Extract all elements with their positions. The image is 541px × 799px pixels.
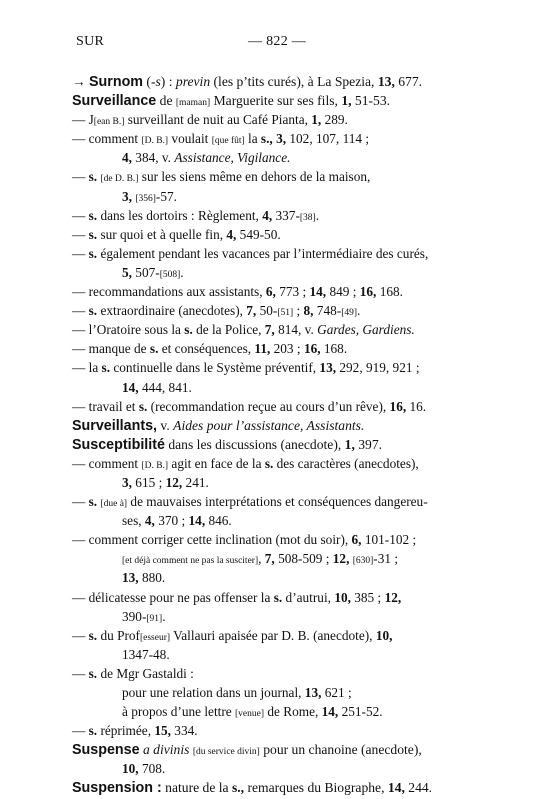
index-subentry-line [72,320,468,339]
text-run: s. [88,207,98,223]
text-run: . [180,264,184,280]
text-run: Marguerite sur ses fils, [210,93,342,109]
text-run: previn [175,74,211,89]
text-run: 677. [394,74,423,89]
text-run: extraordinaire (anecdotes), [97,303,247,319]
text-run: — [72,494,89,510]
index-subentry-line [72,683,468,702]
text-run: 244. [404,780,433,796]
text-run: 168. [376,284,403,300]
index-subentry-line [72,664,468,683]
text-run: pour une relation dans un journal, [122,685,305,700]
index-subentry-line [72,129,468,148]
text-run: 846. [205,513,232,529]
text-run: 4, [226,226,237,242]
text-run: 14, [321,704,339,720]
text-run: 549-50. [236,226,281,242]
text-run: dans les dortoirs : Règlement, [97,207,263,223]
index-subentry-line [72,244,468,263]
text-run: 4, [122,150,132,166]
text-run: d’autrui, [282,589,335,605]
text-run: 615 ; [131,474,166,490]
text-run: [et déjà comment ne pas la susciter] [122,556,259,567]
text-run: agit en face de la [168,455,265,471]
text-run: — [72,723,89,739]
text-run: — l’Oratoire sous la [72,322,185,338]
text-run: Vallauri apaisée par D. B. (anecdote), [170,627,376,643]
text-run: (recommandation reçue au cours d’un rêve), [147,398,390,414]
text-run: 16, [303,341,321,357]
text-run: s., [231,780,245,796]
text-run: 370 ; [154,513,189,529]
text-run: 397. [354,436,383,452]
text-run: — [72,303,89,319]
text-run: 814, v. [274,322,318,338]
index-subentry-line [72,473,468,492]
text-run: [de D. B.] [100,174,139,185]
index-subentry-line [72,378,468,397]
text-run: 101-102 ; [361,532,417,548]
text-run: s. [88,494,98,510]
text-run: de mauvaises interprétations et conséquences dangereu- [127,494,428,510]
index-entry-line [72,416,468,435]
text-run: [due à] [100,499,128,510]
text-run: s. [101,360,111,376]
text-run: -57. [155,188,177,204]
text-run: [356] [135,193,156,204]
index-subentry-line [72,759,468,778]
text-run: s. [149,341,159,357]
text-run: — recommandations aux assistants, [72,284,266,300]
text-run: — la [72,360,102,376]
text-run: [maman] [175,98,211,109]
text-run: continuelle dans le Système préventif, [110,360,320,376]
text-run: 10, [122,761,139,777]
text-run: 51-53. [351,93,391,109]
text-run: pour un chanoine (anecdote), [259,742,422,758]
headword: Suspense [72,742,140,759]
text-run: — [72,207,89,223]
index-subentry-line [72,339,468,358]
text-run: [D. B.] [141,136,169,147]
text-run: s. [88,627,98,643]
text-run: 384, v. [131,150,175,166]
index-subentry-line [72,702,468,721]
text-run: nature de la [161,780,232,796]
text-run: 14, [387,780,405,796]
text-run: [ean B.] [93,117,125,128]
text-run: 1, [311,112,322,128]
text-run: 4, [144,513,155,529]
index-subentry-line [72,568,468,587]
text-run: — [72,226,89,242]
text-run: également pendant les vacances par l’intermédiaire des curés, [97,245,429,261]
text-run: -31 ; [373,551,399,567]
text-run: a divinis [142,742,190,758]
text-run: 13, [304,685,322,700]
text-run: 508-509 ; [274,551,333,567]
text-run: 16, [389,398,407,414]
text-run: 289. [321,112,348,128]
text-run: 12, [332,551,350,567]
running-header-left: SUR [76,34,105,49]
text-run: 292, 919, 921 ; [336,360,420,376]
text-run: 12, [165,474,183,490]
text-run: de Mgr Gastaldi : [97,665,194,681]
text-run: 13, [319,360,337,376]
text-run: 3, [122,188,132,204]
text-run: 8, [303,303,314,319]
index-entry-line [72,91,468,110]
text-run: . [315,207,320,223]
text-run: s. [138,398,148,414]
text-run: — [72,245,89,261]
index-subentry-line [72,263,468,282]
text-run: réprimée, [97,723,155,739]
index-subentry-line [72,492,468,511]
index-entry-line [72,435,468,454]
text-run: 11, [254,341,271,357]
page-number: — 822 — [248,34,307,49]
text-run: 880. [138,570,166,586]
text-run: 6, [265,284,276,300]
text-run: sur quoi et à quelle fin, [97,226,227,242]
index-subentry-line [72,511,468,530]
text-run: 203 ; [270,341,304,357]
text-run: — comment [72,455,142,471]
text-run: ) : [160,74,176,89]
text-run: , [258,551,265,567]
text-run: 385 ; [350,589,385,605]
index-subentry-line [72,397,468,416]
index-subentry-line [72,721,468,740]
text-run: remarques du Biographe, [244,780,388,796]
text-run: ; [293,303,304,319]
text-run: Assistance, Vigilance. [174,150,291,166]
text-run: voulait [168,131,212,147]
index-subentry-line [72,187,468,206]
headword: Surveillance [72,93,157,110]
text-run: — comment [72,131,142,147]
text-run: 10, [375,627,393,643]
index-subentry-line [72,530,468,549]
text-run: s. [273,589,283,605]
text-run: 14, [188,513,206,529]
text-run: [venue] [235,709,265,720]
text-run: [38] [299,212,316,223]
text-run: . [357,303,361,319]
text-run: de Rome, [264,704,322,720]
text-run: 7, [264,551,275,567]
index-subentry-line [72,148,468,167]
text-run: s. [88,723,98,739]
text-run: 4, [262,207,273,223]
text-run: 444, 841. [138,379,192,395]
text-run: — [72,627,89,643]
text-run: 1347-48. [122,646,170,662]
text-run: 16. [406,398,427,414]
text-run: 7, [246,303,257,319]
text-run: 773 ; [275,284,310,300]
text-run: 390- [122,608,147,624]
text-run: des caractères (anecdotes), [273,455,419,471]
text-run: v. [157,417,174,433]
index-text-body [72,72,468,798]
index-subentry-line [72,645,468,664]
text-run: [que fût] [211,136,245,147]
text-run: de [156,93,176,109]
text-run: s. [88,303,98,319]
text-run: s., [260,131,273,147]
text-run: [esseur] [139,632,171,643]
text-run: 14, [122,379,139,395]
text-run: Aides pour l’assistance, Assistants. [173,417,365,433]
index-subentry-line [72,549,468,568]
text-run: 251-52. [338,704,383,720]
index-subentry-line [72,358,468,377]
headword: Susceptibilité [72,436,165,453]
text-run: surveillant de nuit au Café Pianta, [124,112,312,128]
text-run: → [72,74,89,89]
text-run: ( [143,74,151,89]
text-run: dans les discussions (anecdote), [164,436,345,452]
index-subentry-line [72,110,468,129]
text-run: 5, [122,264,132,280]
text-run: — délicatesse pour ne pas offenser la [72,589,274,605]
index-subentry-line [72,206,468,225]
text-run: 334. [170,723,198,739]
text-run: ses, [122,513,145,529]
text-run: 10, [334,589,351,605]
text-run: s. [88,226,98,242]
text-run: . [162,608,166,624]
text-run: la [244,131,261,147]
text-run: — manque de [72,341,150,357]
index-subentry-line [72,301,468,320]
text-run: 14, [309,284,327,300]
text-run: 621 ; [321,685,352,700]
text-run: s. [264,455,274,471]
index-entry-line [72,72,468,91]
text-run: [91] [146,613,163,624]
text-run: 849 ; [326,284,360,300]
text-run: [D. B.] [141,460,169,471]
text-run: 12, [384,589,402,605]
text-run: — travail et [72,398,139,414]
index-subentry-line [72,454,468,473]
index-subentry-line [72,607,468,626]
text-run: 748- [313,303,342,319]
text-run: [508] [159,269,181,280]
text-run: s. [88,665,98,681]
index-subentry-line [72,588,468,607]
text-run: 1, [341,93,352,109]
text-run: [630] [352,556,374,567]
text-run: 13, [377,74,395,89]
index-subentry-line [72,626,468,645]
text-run: et conséquences, [158,341,255,357]
text-run: 3, [122,474,132,490]
text-run: — J [72,112,94,128]
text-run: — comment corriger cette inclination (mot du soir), [72,532,352,548]
text-run: [49] [341,308,358,319]
text-run: 708. [138,761,166,777]
text-run: 1, [344,436,355,452]
text-run: 102, 107, 114 ; [286,131,370,147]
index-entry-line [72,778,468,797]
text-run: 3, [276,131,287,147]
text-run: -s [150,74,161,89]
text-run: 337- [272,207,300,223]
text-run: de la Police, [192,322,265,338]
text-run: [51] [277,308,294,319]
index-subentry-line [72,225,468,244]
index-subentry-line [72,282,468,301]
text-run: — [72,169,89,185]
headword: Surnom [89,74,144,90]
text-run: — [72,665,89,681]
index-subentry-line [72,167,468,186]
text-run: Gardes, Gardiens. [317,322,415,338]
text-run: 13, [122,570,139,586]
text-run: s. [88,169,98,185]
text-run: à propos d’une lettre [122,704,235,720]
text-run: 241. [182,474,209,490]
text-run: sur les siens même en dehors de la maison, [138,169,371,185]
text-run: 6, [351,532,362,548]
text-run: 507- [131,264,160,280]
text-run: (les p’tits curés), à La Spezia, [210,74,378,89]
text-run: [du service divin] [192,747,260,758]
text-run: 7, [264,322,275,338]
headword: Surveillants, [72,417,158,434]
text-run: 16, [359,284,377,300]
headword: Suspension : [72,780,162,797]
text-run: s. [184,322,193,338]
text-run: du Prof [97,627,140,643]
text-run: 50- [256,303,278,319]
text-run: 15, [154,723,171,739]
text-run: s. [88,245,98,261]
text-run: 168. [320,341,348,357]
index-entry-line [72,740,468,759]
